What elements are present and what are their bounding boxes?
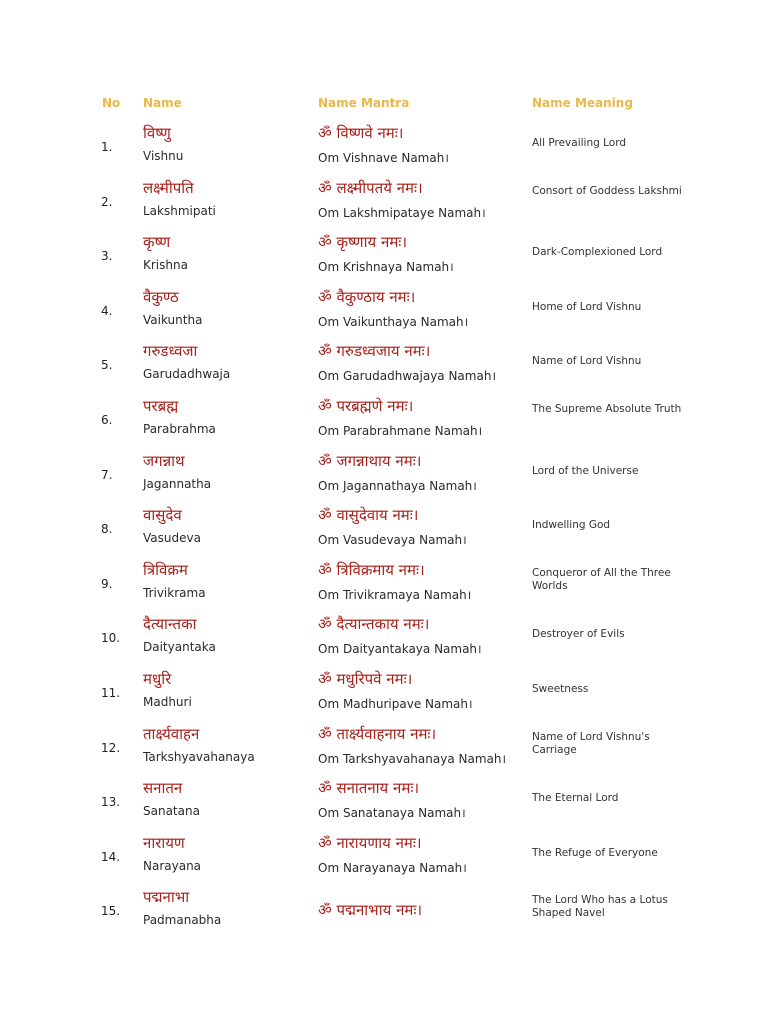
name-meaning: Indwelling God (532, 519, 611, 532)
mantra-devanagari: ॐ कृष्णाय नमः। (318, 233, 408, 252)
row-number: 5. (101, 358, 113, 373)
name-devanagari: कृष्ण (143, 233, 171, 252)
name-devanagari: सनातन (143, 779, 183, 798)
name-latin: Vasudeva (143, 531, 201, 546)
table-row (0, 391, 768, 446)
name-meaning: Name of Lord Vishnu (532, 355, 642, 368)
mantra-devanagari: ॐ वैकुण्ठाय नमः। (318, 287, 416, 306)
mantra-latin: Om Krishnaya Namah। (318, 260, 454, 275)
name-devanagari: तार्क्ष्यवाहन (143, 724, 200, 743)
name-latin: Jagannatha (143, 476, 212, 491)
name-latin: Vishnu (143, 149, 184, 163)
name-latin: Daityantaka (143, 640, 216, 655)
header-no: No (102, 96, 121, 110)
name-latin: Sanatana (143, 804, 200, 819)
mantra-latin: Om Sanatanaya Namah। (318, 806, 466, 821)
name-devanagari: मधुरि (143, 669, 172, 688)
name-latin: Vaikuntha (143, 312, 203, 327)
name-latin: Madhuri (143, 694, 192, 709)
name-devanagari: गरुडध्वजा (143, 342, 198, 361)
name-devanagari: वैकुण्ठ (143, 287, 179, 306)
row-number: 7. (101, 467, 113, 482)
table-row (0, 882, 768, 937)
table-row (0, 227, 768, 282)
name-latin: Narayana (143, 858, 202, 873)
mantra-devanagari: ॐ सनातनाय नमः। (318, 779, 420, 798)
mantra-devanagari: ॐ दैत्यान्तकाय नमः। (318, 615, 430, 634)
row-number: 6. (101, 412, 113, 427)
table-header (0, 96, 768, 114)
name-latin: Padmanabha (143, 913, 222, 928)
mantra-devanagari: ॐ जगन्नाथाय नमः। (318, 451, 422, 470)
name-meaning: Lord of the Universe (532, 464, 639, 477)
mantra-latin: Om Vasudevaya Namah। (318, 533, 467, 548)
name-devanagari: नारायण (143, 833, 185, 852)
name-devanagari: वासुदेव (143, 506, 182, 525)
row-number: 1. (101, 140, 113, 154)
row-number: 2. (101, 194, 113, 209)
table-row (0, 828, 768, 883)
name-meaning: Consort of Goddess Lakshmi (532, 184, 682, 197)
mantra-latin: Om Lakshmipataye Namah। (318, 205, 486, 220)
name-meaning: The Refuge of Everyone (532, 846, 658, 859)
header-name-meaning: Name Meaning (532, 96, 633, 110)
name-meaning: Home of Lord Vishnu (532, 300, 642, 313)
name-meaning: Dark-Complexioned Lord (532, 246, 663, 259)
name-devanagari: पद्मनाभा (143, 888, 190, 907)
table-row (0, 664, 768, 719)
mantra-devanagari: ॐ मधुरिपवे नमः। (318, 669, 413, 688)
name-latin: Garudadhwaja (143, 367, 231, 382)
row-number: 8. (101, 522, 113, 537)
name-meaning: Name of Lord Vishnu's Carriage (532, 730, 650, 756)
row-number: 3. (101, 249, 113, 264)
mantra-latin: Om Vishnave Namah। (318, 151, 449, 165)
table-row (0, 773, 768, 828)
mantra-latin: Om Narayanaya Namah। (318, 860, 467, 875)
table-row (0, 500, 768, 555)
name-devanagari: विष्णु (143, 124, 171, 142)
table-row (0, 719, 768, 774)
row-number: 13. (101, 795, 121, 810)
row-number: 15. (101, 904, 121, 919)
name-devanagari: जगन्नाथ (143, 451, 185, 470)
mantra-latin: Om Vaikunthaya Namah। (318, 314, 469, 329)
name-latin: Krishna (143, 258, 188, 273)
name-devanagari: दैत्यान्तका (143, 615, 197, 634)
mantra-devanagari: ॐ तार्क्ष्यवाहनाय नमः। (318, 724, 437, 743)
mantra-latin: Om Madhuripave Namah। (318, 696, 473, 711)
table-row (0, 446, 768, 501)
mantra-devanagari: ॐ विष्णवे नमः। (318, 124, 404, 142)
mantra-devanagari: ॐ लक्ष्मीपतये नमः। (318, 178, 423, 197)
mantra-latin: Om Parabrahmane Namah। (318, 423, 483, 438)
name-meaning: The Eternal Lord (532, 792, 619, 805)
name-meaning: Conqueror of All the Three Worlds (532, 566, 671, 592)
table-row (0, 555, 768, 610)
mantra-devanagari: ॐ नारायणाय नमः। (318, 833, 422, 852)
name-devanagari: परब्रह्म (143, 396, 179, 415)
name-devanagari: लक्ष्मीपति (143, 178, 194, 197)
mantra-latin: Om Garudadhwajaya Namah। (318, 369, 496, 384)
mantra-devanagari: ॐ पद्मनाभाय नमः। (318, 901, 423, 920)
row-number: 10. (101, 631, 121, 646)
names-table-body (0, 118, 768, 937)
row-number: 12. (101, 740, 121, 755)
mantra-latin: Om Trivikramaya Namah। (318, 587, 472, 602)
table-row (0, 609, 768, 664)
row-number: 9. (101, 576, 113, 591)
header-name-mantra: Name Mantra (318, 96, 410, 110)
name-meaning: All Prevailing Lord (532, 137, 626, 149)
mantra-devanagari: ॐ वासुदेवाय नमः। (318, 506, 419, 525)
table-row (0, 336, 768, 391)
name-meaning: The Supreme Absolute Truth (532, 402, 682, 415)
mantra-latin: Om Daityantakaya Namah। (318, 642, 482, 657)
row-number: 4. (101, 303, 113, 318)
table-row (0, 282, 768, 337)
mantra-devanagari: ॐ त्रिविक्रमाय नमः। (318, 560, 425, 579)
table-row (0, 173, 768, 228)
mantra-latin: Om Tarkshyavahanaya Namah। (318, 751, 507, 766)
name-latin: Parabrahma (143, 421, 216, 436)
name-latin: Trivikrama (143, 585, 206, 600)
name-latin: Tarkshyavahanaya (143, 749, 255, 764)
row-number: 11. (101, 685, 121, 700)
name-latin: Lakshmipati (143, 203, 216, 218)
mantra-devanagari: ॐ परब्रह्मणे नमः। (318, 396, 414, 415)
name-meaning: The Lord Who has a Lotus Shaped Navel (532, 894, 668, 920)
mantra-devanagari: ॐ गरुडध्वजाय नमः। (318, 342, 431, 361)
mantra-latin: Om Jagannathaya Namah। (318, 478, 477, 493)
name-meaning: Destroyer of Evils (532, 628, 625, 641)
row-number: 14. (101, 849, 121, 864)
name-meaning: Sweetness (532, 682, 589, 695)
table-row (0, 118, 768, 173)
header-name: Name (143, 96, 182, 110)
name-devanagari: त्रिविक्रम (143, 560, 188, 579)
